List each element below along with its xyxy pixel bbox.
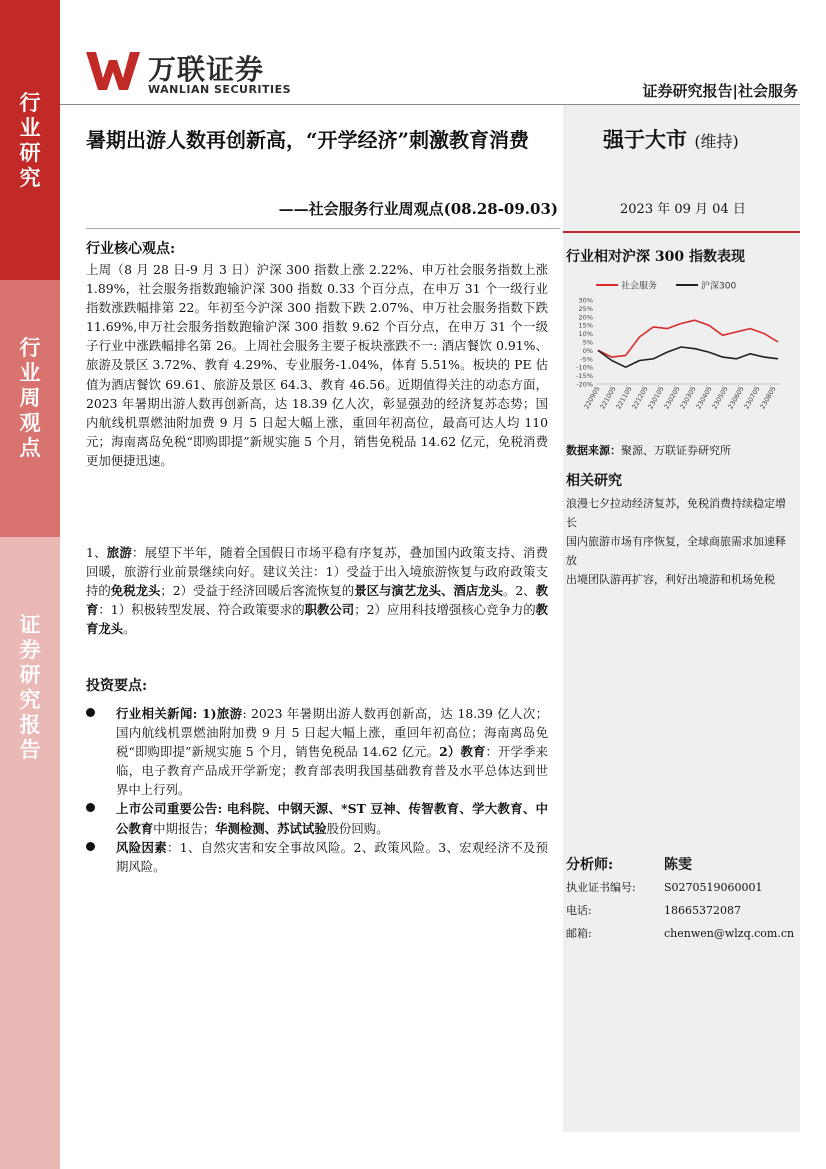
cert-value: S0270519060001 (664, 881, 763, 894)
right-divider (563, 231, 800, 233)
x-tick-label: 220905 (582, 385, 602, 411)
x-tick-label: 230805 (758, 385, 778, 411)
wanlian-logo-icon (84, 48, 144, 92)
phone-label: 电话: (566, 904, 592, 917)
y-tick-label: -15% (576, 372, 593, 381)
x-tick-label: 221005 (598, 385, 618, 411)
analyst-name: 陈雯 (664, 857, 692, 873)
x-tick-label: 230405 (694, 385, 714, 411)
logo-chinese-name: 万联证券 (148, 53, 265, 86)
y-tick-label: -10% (576, 363, 593, 372)
x-tick-label: 230705 (742, 385, 762, 411)
legend-label: 社会服务 (621, 281, 658, 292)
related-research-list (566, 494, 796, 589)
logo-english-name: WANLIAN SECURITIES (148, 83, 292, 96)
core-view-text: 上周（8 月 28 日-9 月 3 日）沪深 300 指数上涨 2.22%、申万社会服务指数上涨 1.89%，社会服务指数跑输沪深 300 指数 0.33 个百分点，在申万 31 个一级行业指数涨跌幅排第 22。年初至今沪深 300 指数下跌 2.07%、申万社会服务指数下跌 11.69%,申万社会服务指数跑输沪深 300 指数 9.62 个百分点，在申万 31 个一级子行业中涨跌幅排名第 26。上周社会服务主要子板块涨跌不一: 酒店餐饮 0.91%、旅游及景区 3.72%、教育 4.29%、专业服务-1.04%，体育 5.51%。板块的 PE 估值为酒店餐饮 69.61、旅游及景区 64.3、教育 46.56。近期值得关注的动态方面，2023 年暑期出游人数再创新高，达 18.39 亿人次，彰显强劲的经济复苏态势；国内航线机票燃油附加费 9 月 5 日起大幅上涨，重回年初高位，最高可达人均 110 元；海南离岛免税“即购即提”新规实施 5 个月，销售免税品 14.62 亿元，免税消费更加便捷迅速。 (86, 262, 548, 468)
x-tick-label: 221205 (630, 385, 650, 411)
data-source: 数据来源：聚源、万联证券研究所 (566, 444, 731, 457)
email-value[interactable]: chenwen@wlzq.com.cn (664, 927, 795, 940)
y-tick-label: 25% (578, 304, 593, 313)
y-tick-label: 5% (582, 338, 593, 347)
y-tick-label: 20% (578, 313, 593, 322)
y-tick-label: 15% (578, 321, 593, 330)
strategy-text: 1、旅游：展望下半年，随着全国假日市场平稳有序复苏，叠加国内政策支持、消费回暖，旅游行业前景继续向好。建议关注：1）受益于出入境旅游恢复与政府政策支持的免税龙头；2）受益于经济回暖后客流恢复的景区与演艺龙头、酒店龙头。2、教育：1）积极转型发展、符合政策要求的职教公司；2）应用科技增强核心竞争力的教育龙头。 (86, 545, 549, 637)
y-tick-label: 0% (582, 346, 593, 355)
y-tick-label: -20% (576, 380, 593, 389)
legend-label: 沪深300 (701, 281, 737, 292)
report-type: 证券研究报告|社会服务 (642, 82, 798, 100)
page-subtitle: ——社会服务行业周观点(08.28-09.03) (278, 200, 558, 218)
x-tick-label: 230605 (726, 385, 746, 411)
series-line (598, 347, 778, 367)
y-tick-label: -5% (580, 355, 593, 364)
bullet-icon (86, 708, 95, 717)
list-item: 行业相关新闻: 1)旅游: 2023 年暑期出游人数再创新高，达 18.39 亿人次；国内航线机票燃油附加费 9 月 5 日起大幅上涨，重回年初高位；海南离岛免税“即购即提”新规实施 5 个月，销售免税品 14.62 亿元。2）教育：开学季来临，电子教育产品成开学新宠；教育部表明我国基础教育普及水平总体达到世界中上行列。 (86, 704, 548, 799)
y-tick-label: 10% (578, 330, 593, 339)
related-research-heading: 相关研究 (566, 473, 622, 489)
title-divider (86, 228, 560, 229)
report-date: 2023 年 09 月 04 日 (620, 202, 746, 217)
y-tick-label: 30% (578, 296, 593, 305)
related-research-item[interactable]: 国内旅游市场有序恢复，全球商旅需求加速释放 (566, 535, 786, 567)
x-tick-label: 230305 (678, 385, 698, 411)
x-tick-label: 230205 (662, 385, 682, 411)
analyst-info (566, 854, 795, 945)
core-view-heading: 行业核心观点: (86, 241, 176, 257)
bullet-icon (86, 842, 95, 851)
investment-heading: 投资要点: (86, 678, 148, 694)
phone-value: 18665372087 (664, 904, 741, 917)
analyst-label: 分析师: (566, 857, 614, 873)
x-tick-label: 230105 (646, 385, 666, 411)
list-item: 风险因素：1、自然灾害和安全事故风险。2、政策风险。3、宏观经济不及预期风险。 (86, 838, 548, 876)
email-label: 邮箱: (566, 927, 592, 940)
list-item: 上市公司重要公告: 电科院、中钢天源、*ST 豆神、传智教育、学大教育、中公教育中期报告；华测检测、苏试试验股份回购。 (86, 799, 548, 837)
x-tick-label: 221105 (614, 385, 634, 411)
chart-title: 行业相对沪深 300 指数表现 (566, 249, 745, 265)
side-strip (0, 0, 60, 1169)
side-tab-securities-report: 证券研究报告 (0, 537, 60, 1169)
bullet-icon (86, 803, 95, 812)
index-performance-chart (566, 274, 786, 426)
investment-list (86, 704, 548, 876)
cert-label: 执业证书编号: (566, 881, 636, 894)
page-title: 暑期出游人数再创新高，“开学经济”刺激教育消费 (86, 128, 530, 152)
x-tick-label: 230505 (710, 385, 730, 411)
rating: 强于大市 (维持) (603, 127, 739, 152)
related-research-item[interactable]: 浪漫七夕拉动经济复苏，免税消费持续稳定增长 (566, 497, 786, 529)
side-tab-industry-research: 行业研究 (0, 0, 60, 280)
series-line (598, 320, 778, 357)
side-tab-weekly-view: 行业周观点 (0, 280, 60, 537)
rating-note: (维持) (694, 132, 739, 151)
related-research-item[interactable]: 出境团队游再扩容，利好出境游和机场免税 (566, 573, 775, 586)
